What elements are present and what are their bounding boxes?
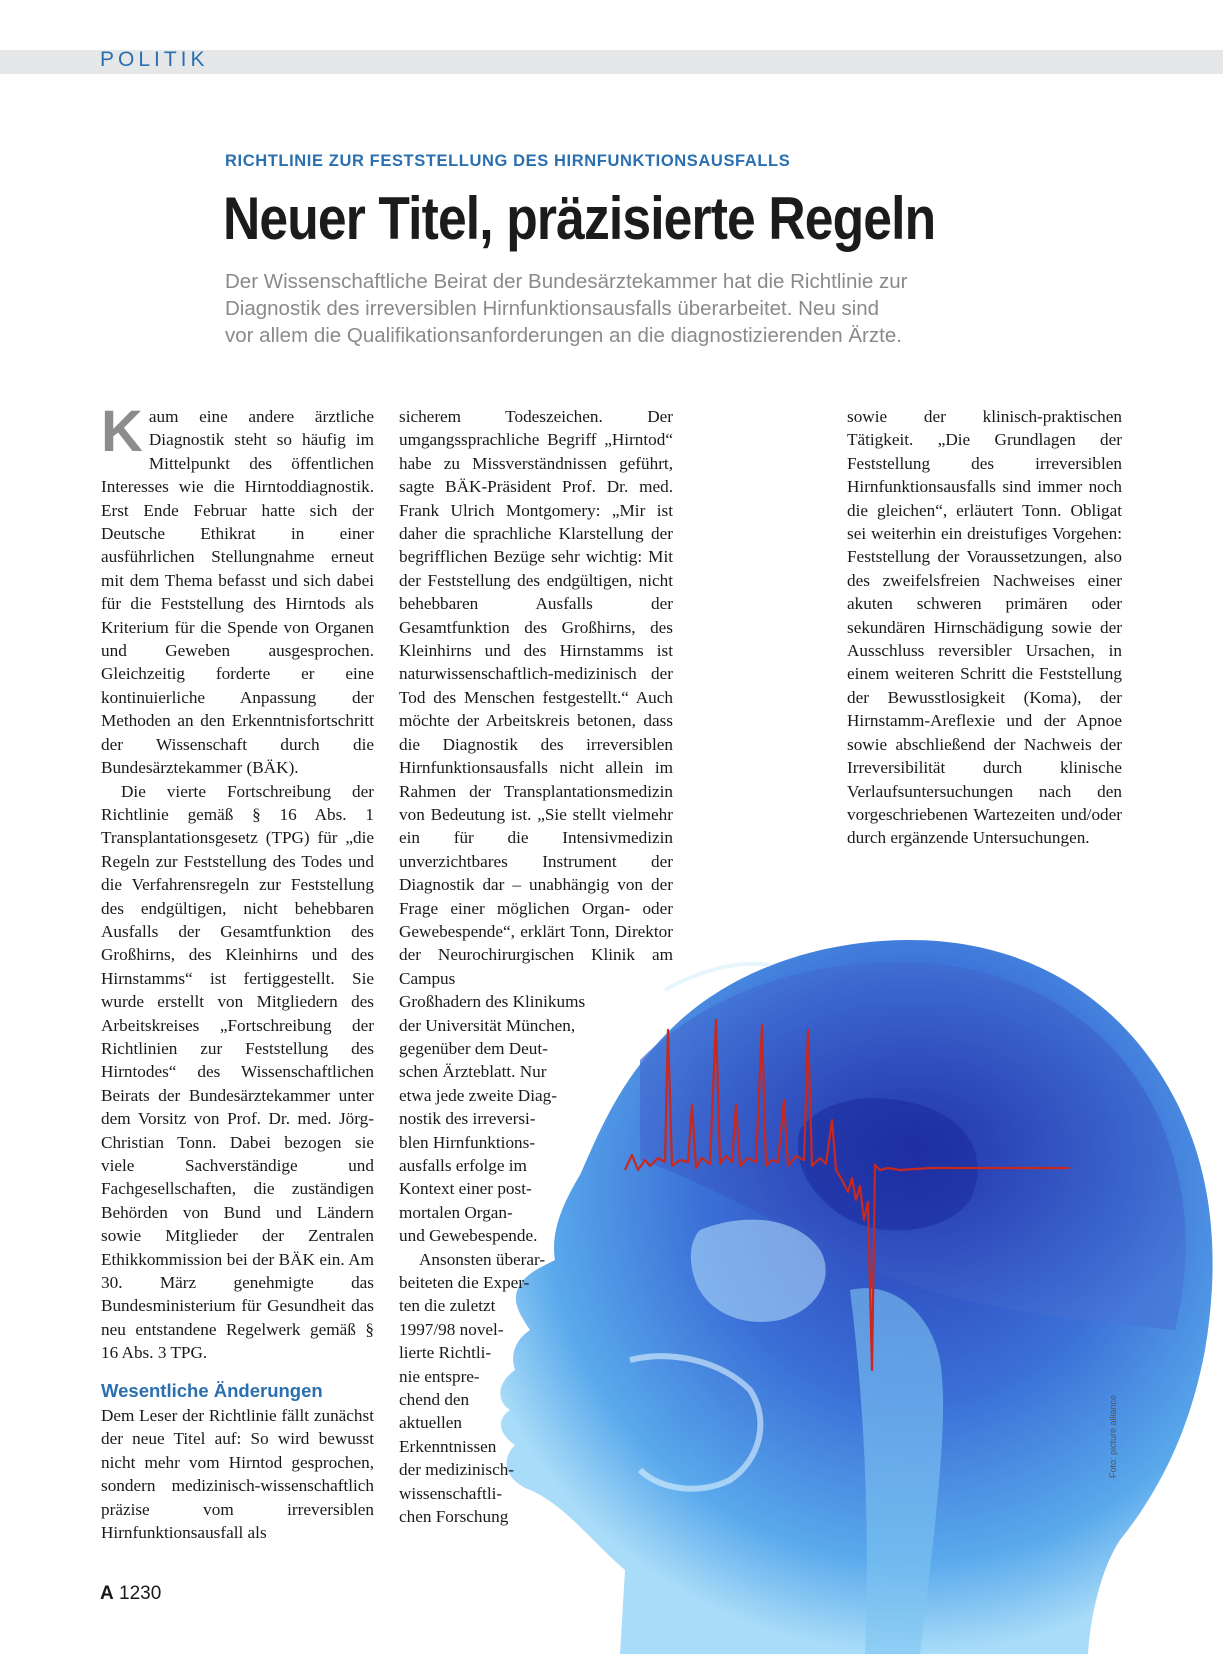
article-kicker: RICHTLINIE ZUR FESTSTELLUNG DES HIRNFUNKTIONSAUSFALLS xyxy=(225,152,791,170)
wrapped-text-line: der Universität München, xyxy=(399,1015,576,1035)
drop-cap: K xyxy=(101,399,143,464)
page-prefix: A xyxy=(100,1583,114,1604)
wrapped-text-line: ten die zuletzt xyxy=(399,1296,496,1316)
wrapped-text-line: lierte Richtli- xyxy=(399,1343,492,1363)
wrapped-text-line: 1997/98 novel- xyxy=(399,1319,504,1339)
wrapped-text-line: gegenüber dem Deut- xyxy=(399,1038,548,1058)
article-lead xyxy=(225,268,1025,349)
text-column-3 xyxy=(847,405,1122,850)
wrapped-text-line: blen Hirnfunktions- xyxy=(399,1132,536,1152)
paragraph: Die vierte Fortschreibung der Richtlinie gemäß § 16 Abs. 1 Transplantationsgesetz (TPG) für „die Regeln zur Feststellung des Todes und die Verfahrensregeln zur Feststellung des endgültigen, nicht behebbaren Ausfalls der Gesamtfunktion des Großhirns, des Kleinhirns und des Hirnstamms“ ist fertiggestellt. Sie wurde erstellt von Mitgliedern des Arbeitskreises „Fortschreibung der Richtlinien zur Feststellung des Hirntodes“ des Wissenschaftlichen Beirats der Bundesärztekammer unter dem Vorsitz von Prof. Dr. med. Jörg-Christian Tonn. Dabei bezogen sie viele Sachverständige und Fachgesellschaften, die zuständigen Behörden von Bund und Ländern sowie Mitglieder der Zentralen Ethikkommission bei der BÄK ein. Am 30. März genehmigte das Bundesministerium für Gesundheit das neu entstandene Regelwerk gemäß § 16 Abs. 3 TPG. xyxy=(101,781,374,1363)
photo-credit: Foto: picture alliance xyxy=(1108,1394,1118,1478)
wrapped-text-line: und Gewebespende. xyxy=(399,1226,538,1246)
subheading: Wesentliche Änderungen xyxy=(101,1379,323,1401)
wrapped-text-line: ausfalls erfolge im xyxy=(399,1156,527,1175)
wrapped-text-line: mortalen Organ- xyxy=(399,1202,513,1222)
paragraph-text: aum eine andere ärztliche Diagnostik steht so häufig im Mittelpunkt des öffentlichen Interesses wie die Hirntoddiagnostik. Erst Ende Februar hatte sich der Deutsche Ethikrat in einer ausführlichen Stellungnahme erneut mit dem Thema befasst und sich dabei für die Feststellung des Hirntods als Kriterium für die Spende von Organen und Geweben ausgesprochen. Gleichzeitig forderte er eine kontinuierliche Anpassung der Methoden an den Erkenntnisfortschritt der Wissenschaft durch die Bundesärztekammer (BÄK). xyxy=(101,407,374,778)
paragraph: Dem Leser der Richtlinie fällt zunächst der neue Titel auf: So wird bewusst nicht mehr vom Hirntod gesprochen, sondern medizinisch-wissenschaftlich präzise vom irreversiblen Hirnfunktionsausfall als xyxy=(101,1406,374,1543)
paragraph: sowie der klinisch-praktischen Tätigkeit. „Die Grundlagen der Feststellung des irreversiblen Hirnfunktionsausfalls sind immer noch die gleichen“, erläutert Tonn. Obligat sei weiterhin ein dreistufiges Vorgehen: Feststellung der Voraussetzungen, also des zweifelsfreien Nachweises einer akuten schweren primären oder sekundären Hirnschädigung sowie der Ausschluss reversibler Ursachen, in einem weiteren Schritt die Feststellung der Bewusstlosigkeit (Koma), der Hirnstamm-Areflexie und der Apnoe sowie abschließend der Nachweis der Irreversibilität durch klinische Verlaufsuntersuchungen nach den vorgeschriebenen Wartezeiten und/oder durch ergänzende Untersuchungen. xyxy=(847,407,1122,848)
wrapped-text-block xyxy=(399,990,673,1528)
paragraph xyxy=(101,399,374,780)
wrapped-text-line: etwa jede zweite Diag- xyxy=(399,1085,557,1105)
wrapped-text-line: Großhadern des Klinikums xyxy=(399,992,586,1012)
article-title: Neuer Titel, präzisierte Regeln xyxy=(223,185,936,252)
wrapped-text-line: nie entspre- xyxy=(399,1366,480,1386)
text-column-1 xyxy=(101,399,374,1545)
wrapped-text-line: wissenschaftli- xyxy=(399,1483,503,1503)
lead-line: vor allem die Qualifikationsanforderungen an die diagnostizierenden Ärzte. xyxy=(225,324,902,347)
lead-line: Der Wissenschaftliche Beirat der Bundesärztekammer hat die Richtlinie zur xyxy=(225,270,908,293)
section-label: POLITIK xyxy=(100,48,209,71)
page-number-value: 1230 xyxy=(119,1583,162,1604)
lead-line: Diagnostik des irreversiblen Hirnfunktionsausfalls überarbeitet. Neu sind xyxy=(225,297,880,320)
wrapped-text-line: Erkenntnissen xyxy=(399,1436,497,1456)
text-column-2 xyxy=(399,405,673,1529)
wrapped-text-line: beiteten die Exper- xyxy=(399,1273,530,1293)
wrapped-text-line: chen Forschung xyxy=(399,1507,509,1527)
wrapped-text-line: aktuellen xyxy=(399,1413,462,1433)
page-number xyxy=(100,1583,161,1605)
wrapped-text-line: schen Ärzteblatt. Nur xyxy=(399,1062,547,1082)
wrapped-text-line: der medizinisch- xyxy=(399,1460,515,1480)
wrapped-text-line: Kontext einer post- xyxy=(399,1179,532,1199)
wrapped-text-line: nostik des irreversi- xyxy=(399,1109,536,1129)
wrapped-text-line: Ansonsten überar- xyxy=(419,1249,546,1269)
paragraph: sicherem Todeszeichen. Der umgangssprachliche Begriff „Hirntod“ habe zu Missverständnissen geführt, sagte BÄK-Präsident Prof. Dr. med. Frank Ulrich Montgomery: „Mir ist daher die sprachliche Klarstellung der begrifflichen Bezüge sehr wichtig: Mit der Feststellung des endgültigen, nicht behebbaren Ausfalls der Gesamtfunktion des Großhirns, des Kleinhirns und des Hirnstamms ist naturwissenschaftlich-medizinisch der Tod des Menschen festgestellt.“ Auch möchte der Arbeitskreis betonen, dass die Diagnostik des irreversiblen Hirnfunktionsausfalls nicht allein im Rahmen der Transplantationsmedizin von Bedeutung ist. „Sie stellt vielmehr ein für die Intensivmedizin unverzichtbares Instrument der Diagnostik dar – unabhängig von der Frage einer möglichen Organ- oder Gewebespende“, erklärt Tonn, Direktor der Neurochirurgischen Klinik am Campus xyxy=(399,407,673,988)
wrapped-text-line: chend den xyxy=(399,1390,470,1410)
